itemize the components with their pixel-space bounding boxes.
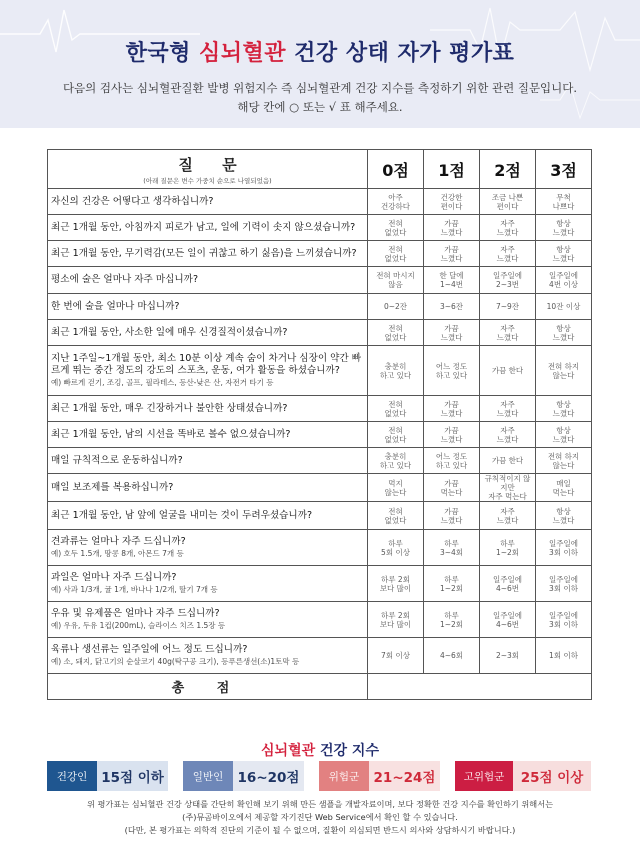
question-text: 우유 및 유제품은 얼마나 자주 드십니까? <box>51 607 220 619</box>
question-example: 예) 빠르게 걷기, 조깅, 골프, 필라테스, 등산-낮은 산, 자전거 타기 등 <box>51 377 274 387</box>
answer-cell-1[interactable]: 가끔 먹는다 <box>424 474 480 502</box>
answer-cell-2[interactable]: 2~3회 <box>480 638 536 674</box>
question-cell <box>48 241 368 267</box>
question-cell <box>48 189 368 215</box>
intro-text-2: 해당 칸에 ○ 또는 √ 표 해주세요. <box>237 100 403 114</box>
table-row <box>48 320 592 346</box>
score-header-0: 0점 <box>368 150 424 189</box>
answer-cell-3[interactable]: 항상 느꼈다 <box>536 215 592 241</box>
answer-cell-3[interactable]: 항상 느꼈다 <box>536 396 592 422</box>
answer-cell-1[interactable]: 가끔 느꼈다 <box>424 320 480 346</box>
answer-cell-2[interactable]: 자주 느꼈다 <box>480 320 536 346</box>
answer-cell-0[interactable]: 먹지 않는다 <box>368 474 424 502</box>
question-text: 과일은 얼마나 자주 드십니까? <box>51 571 177 583</box>
answer-cell-2[interactable]: 자주 느꼈다 <box>480 502 536 530</box>
answer-cell-1[interactable]: 하루 1~2회 <box>424 602 480 638</box>
question-text: 자신의 건강은 어떻다고 생각하십니까? <box>51 195 214 207</box>
table-row <box>48 215 592 241</box>
question-example: 예) 우유, 두유 1컵(200mL), 슬라이스 치즈 1.5장 등 <box>51 620 226 630</box>
question-cell <box>48 294 368 320</box>
legend-range: 16~20점 <box>233 761 304 791</box>
answer-cell-1[interactable]: 가끔 느꼈다 <box>424 396 480 422</box>
legend-range: 21~24점 <box>369 761 440 791</box>
answer-cell-0[interactable]: 하루 2회 보다 많이 <box>368 566 424 602</box>
legend-high-risk <box>455 761 591 791</box>
question-example: 예) 소, 돼지, 닭고기의 순살코기 40g(탁구공 크기), 등푸른생선(소)1토막 등 <box>51 656 300 666</box>
question-text: 매일 보조제를 복용하십니까? <box>51 481 174 493</box>
answer-cell-2[interactable]: 일주일에 4~6번 <box>480 566 536 602</box>
question-cell <box>48 267 368 294</box>
question-cell <box>48 448 368 474</box>
answer-cell-2[interactable]: 가끔 한다 <box>480 346 536 396</box>
answer-cell-0[interactable]: 전혀 없었다 <box>368 215 424 241</box>
table-row <box>48 294 592 320</box>
table-row <box>48 566 592 602</box>
question-cell <box>48 422 368 448</box>
answer-cell-3[interactable]: 항상 느꼈다 <box>536 502 592 530</box>
answer-cell-1[interactable]: 가끔 느꼈다 <box>424 241 480 267</box>
legend-range: 15점 이하 <box>97 761 168 791</box>
question-cell <box>48 346 368 396</box>
question-cell <box>48 396 368 422</box>
answer-cell-0[interactable]: 전혀 마시지 않음 <box>368 267 424 294</box>
answer-cell-2[interactable]: 자주 느꼈다 <box>480 215 536 241</box>
question-example: 예) 호두 1.5개, 땅콩 8개, 아몬드 7개 등 <box>51 548 184 558</box>
assessment-table <box>47 149 592 700</box>
answer-cell-0[interactable]: 전혀 없었다 <box>368 320 424 346</box>
question-text: 한 번에 술을 얼마나 마십니까? <box>51 300 180 312</box>
question-cell <box>48 320 368 346</box>
answer-cell-1[interactable]: 하루 1~2회 <box>424 566 480 602</box>
answer-cell-0[interactable]: 전혀 없었다 <box>368 422 424 448</box>
question-cell <box>48 474 368 502</box>
answer-cell-2[interactable]: 자주 느꼈다 <box>480 241 536 267</box>
answer-cell-2[interactable]: 7~9잔 <box>480 294 536 320</box>
answer-cell-0[interactable]: 전혀 없었다 <box>368 502 424 530</box>
answer-cell-3[interactable]: 일주일에 3회 이하 <box>536 602 592 638</box>
legend-risk <box>319 761 440 791</box>
table-row <box>48 530 592 566</box>
question-text: 최근 1개월 동안, 사소한 일에 매우 신경질적이셨습니까? <box>51 326 288 338</box>
answer-cell-2[interactable]: 하루 1~2회 <box>480 530 536 566</box>
answer-cell-3[interactable]: 항상 느꼈다 <box>536 422 592 448</box>
question-text: 견과류는 얼마나 자주 드십니까? <box>51 535 186 547</box>
legend-normal <box>183 761 304 791</box>
intro-text-1: 다음의 검사는 심뇌혈관질환 발병 위험지수 즉 심뇌혈관계 건강 지수를 측정하기 위한 관련 질문입니다. <box>62 81 578 95</box>
question-text: 육류나 생선류는 일주일에 어느 정도 드십니까? <box>51 643 248 655</box>
answer-cell-0[interactable]: 7회 이상 <box>368 638 424 674</box>
answer-cell-0[interactable]: 충분히 하고 있다 <box>368 346 424 396</box>
answer-cell-0[interactable]: 아주 건강하다 <box>368 189 424 215</box>
answer-cell-3[interactable]: 10잔 이상 <box>536 294 592 320</box>
question-cell <box>48 502 368 530</box>
table-row <box>48 346 592 396</box>
answer-cell-0[interactable]: 하루 2회 보다 많이 <box>368 602 424 638</box>
question-text: 지난 1주일~1개월 동안, 최소 10분 이상 계속 숨이 차거나 심장이 약간 빠르게 뛰는 중간 정도의 강도의 스포츠, 운동, 여가 활동을 하셨습니까? <box>51 352 362 376</box>
answer-cell-3[interactable]: 무척 나쁘다 <box>536 189 592 215</box>
answer-cell-0[interactable]: 0~2잔 <box>368 294 424 320</box>
answer-cell-2[interactable]: 규칙적이지 않지만 자주 먹는다 <box>480 474 536 502</box>
answer-cell-3[interactable]: 일주일에 3회 이하 <box>536 530 592 566</box>
table-row <box>48 396 592 422</box>
score-header-2: 2점 <box>480 150 536 189</box>
legend-label: 고위험군 <box>455 761 513 791</box>
answer-cell-1[interactable]: 하루 3~4회 <box>424 530 480 566</box>
table-row <box>48 267 592 294</box>
answer-cell-1[interactable]: 한 달에 1~4번 <box>424 267 480 294</box>
answer-cell-0[interactable]: 전혀 없었다 <box>368 241 424 267</box>
question-cell <box>48 215 368 241</box>
question-text: 최근 1개월 동안, 남 앞에 얼굴을 내미는 것이 두려우셨습니까? <box>51 509 313 521</box>
question-example: 예) 사과 1/3개, 귤 1개, 바나나 1/2개, 딸기 7개 등 <box>51 584 218 594</box>
question-header: 질 문 (아래 질문은 변수 가중치 순으로 나열되었음) <box>48 150 368 189</box>
answer-cell-1[interactable]: 어느 정도 하고 있다 <box>424 346 480 396</box>
question-cell <box>48 602 368 638</box>
question-text: 평소에 술은 얼마나 자주 마십니까? <box>51 274 199 285</box>
answer-cell-3[interactable]: 일주일에 4번 이상 <box>536 267 592 294</box>
answer-cell-2[interactable]: 자주 느꼈다 <box>480 422 536 448</box>
table-row <box>48 189 592 215</box>
answer-cell-0[interactable]: 충분히 하고 있다 <box>368 448 424 474</box>
question-cell <box>48 566 368 602</box>
answer-cell-3[interactable]: 항상 느꼈다 <box>536 241 592 267</box>
answer-cell-2[interactable]: 일주일에 2~3번 <box>480 267 536 294</box>
question-text: 최근 1개월 동안, 아침까지 피로가 남고, 일에 기력이 솟지 않으셨습니까? <box>51 221 356 233</box>
answer-cell-1[interactable]: 4~6회 <box>424 638 480 674</box>
question-text: 최근 1개월 동안, 남의 시선을 똑바로 볼수 없으셨습니까? <box>51 428 291 440</box>
table-row <box>48 448 592 474</box>
answer-cell-1[interactable]: 3~6잔 <box>424 294 480 320</box>
table-row <box>48 638 592 674</box>
score-header-3: 3점 <box>536 150 592 189</box>
answer-cell-3[interactable]: 매일 먹는다 <box>536 474 592 502</box>
total-label: 총 점 <box>48 674 368 700</box>
table-row <box>48 422 592 448</box>
score-header-1: 1점 <box>424 150 480 189</box>
answer-cell-3[interactable]: 전혀 하지 않는다 <box>536 346 592 396</box>
answer-cell-2[interactable]: 자주 느꼈다 <box>480 396 536 422</box>
footer-line-1: 위 평가표는 심뇌혈관 건강 상태를 간단히 확인해 보기 위해 만든 샘플을 개발자료이며, 보다 정확한 건강 지수를 확인하기 위해서는 <box>86 799 554 809</box>
table-row <box>48 602 592 638</box>
question-cell <box>48 638 368 674</box>
answer-cell-1[interactable]: 가끔 느꼈다 <box>424 422 480 448</box>
answer-cell-1[interactable]: 가끔 느꼈다 <box>424 215 480 241</box>
header-banner <box>0 0 640 128</box>
answer-cell-2[interactable]: 조금 나쁜 편이다 <box>480 189 536 215</box>
answer-cell-1[interactable]: 건강한 편이다 <box>424 189 480 215</box>
answer-cell-3[interactable]: 일주일에 3회 이하 <box>536 566 592 602</box>
answer-cell-0[interactable]: 전혀 없었다 <box>368 396 424 422</box>
table-row <box>48 474 592 502</box>
answer-cell-1[interactable]: 가끔 느꼈다 <box>424 502 480 530</box>
answer-cell-2[interactable]: 가끔 한다 <box>480 448 536 474</box>
question-cell <box>48 530 368 566</box>
table-row <box>48 241 592 267</box>
answer-cell-0[interactable]: 하루 5회 이상 <box>368 530 424 566</box>
footer-line-3: (다만, 본 평가표는 의학적 진단의 기준이 될 수 없으며, 질환이 의심되면 반드시 의사와 상담하시기 바랍니다.) <box>124 825 516 835</box>
answer-cell-3[interactable]: 전혀 하지 않는다 <box>536 448 592 474</box>
question-text: 최근 1개월 동안, 무기력감(모든 일이 귀찮고 하기 싫음)을 느끼셨습니까? <box>51 247 357 259</box>
legend-label: 건강인 <box>47 761 97 791</box>
title-highlight: 심뇌혈관 <box>199 41 287 66</box>
table-row <box>48 502 592 530</box>
question-text: 최근 1개월 동안, 매우 긴장하거나 불안한 상태셨습니까? <box>51 402 288 414</box>
index-title: 심뇌혈관 건강 지수 <box>261 743 379 759</box>
question-text: 매일 규칙적으로 운동하십니까? <box>51 454 183 466</box>
legend-label: 일반인 <box>183 761 233 791</box>
legend-healthy <box>47 761 168 791</box>
legend-range: 25점 이상 <box>513 761 591 791</box>
total-score-cell[interactable] <box>368 674 592 700</box>
answer-cell-3[interactable]: 1회 이하 <box>536 638 592 674</box>
legend-label: 위험군 <box>319 761 369 791</box>
answer-cell-1[interactable]: 어느 정도 하고 있다 <box>424 448 480 474</box>
answer-cell-2[interactable]: 일주일에 4~6번 <box>480 602 536 638</box>
page-title: 한국형 심뇌혈관 건강 상태 자가 평가표 <box>125 41 515 66</box>
footer-line-2: (주)뮤곰바이오에서 제공할 자기진단 Web Service에서 확인 할 수 있습니다. <box>182 812 458 822</box>
answer-cell-3[interactable]: 항상 느꼈다 <box>536 320 592 346</box>
